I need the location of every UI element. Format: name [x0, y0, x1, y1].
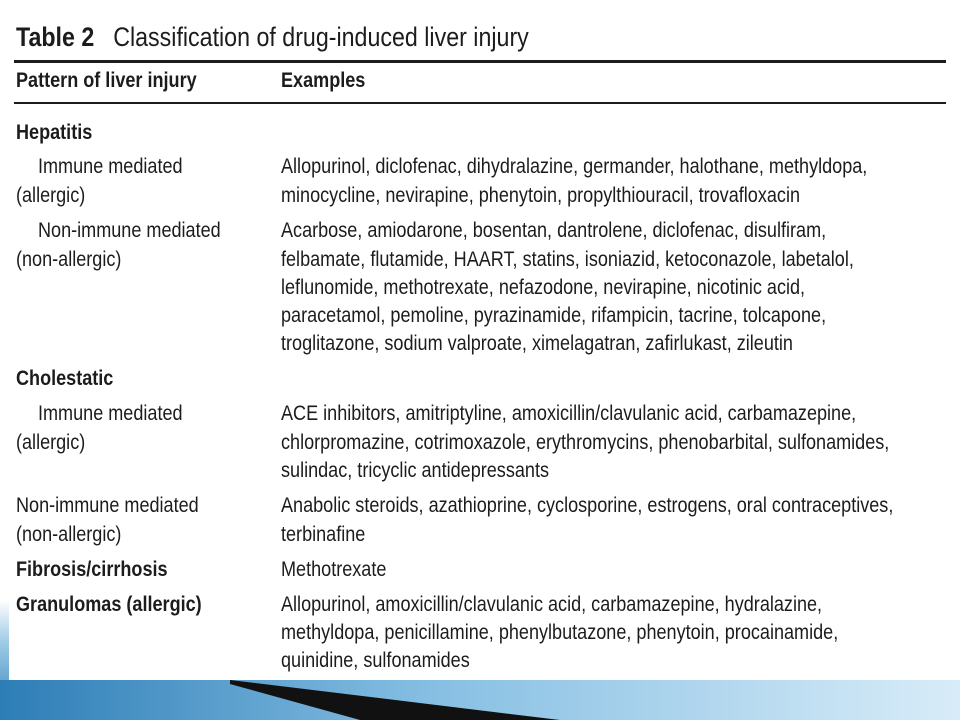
examples-cell: troglitazone, sodium valproate, ximelagatran, zafirlukast, zileutin [281, 332, 793, 355]
column-header-examples: Examples [281, 69, 366, 92]
table-top-rule [14, 60, 946, 63]
examples-cell: methyldopa, penicillamine, phenylbutazone, phenytoin, procainamide, [281, 621, 839, 644]
pattern-cell: Immune mediated [38, 402, 183, 425]
examples-cell: leflunomide, methotrexate, nefazodone, nevirapine, nicotinic acid, [281, 276, 806, 299]
examples-cell: Methotrexate [281, 558, 387, 581]
pattern-cell: Non-immune mediated [38, 219, 221, 242]
examples-cell: quinidine, sulfonamides [281, 649, 470, 672]
pattern-cell: Granulomas (allergic) [16, 593, 202, 616]
category-hepatitis: Hepatitis [16, 121, 93, 144]
pattern-cell: Immune mediated [38, 155, 183, 178]
table-header-rule [14, 102, 946, 104]
pattern-cell: Non-immune mediated [16, 494, 199, 517]
examples-cell: felbamate, flutamide, HAART, statins, isoniazid, ketoconazole, labetalol, [281, 248, 854, 271]
pattern-cell: (non-allergic) [16, 248, 122, 271]
column-header-pattern: Pattern of liver injury [16, 69, 197, 92]
pattern-cell: (allergic) [16, 184, 86, 207]
table-title: Classification of drug-induced liver injury [113, 22, 529, 52]
examples-cell: paracetamol, pemoline, pyrazinamide, rifampicin, tacrine, tolcapone, [281, 304, 827, 327]
table-caption [16, 20, 529, 54]
pattern-cell: (non-allergic) [16, 523, 122, 546]
examples-cell: ACE inhibitors, amitriptyline, amoxicillin/clavulanic acid, carbamazepine, [281, 402, 857, 425]
examples-cell: Anabolic steroids, azathioprine, cyclosporine, estrogens, oral contraceptives, [281, 494, 894, 517]
slide-accent-bottom [0, 680, 960, 720]
examples-cell: terbinafine [281, 523, 366, 546]
pattern-cell: Fibrosis/cirrhosis [16, 558, 168, 581]
pattern-cell: (allergic) [16, 431, 86, 454]
examples-cell: minocycline, nevirapine, phenytoin, propylthiouracil, trovafloxacin [281, 184, 800, 207]
category-cholestatic: Cholestatic [16, 367, 114, 390]
examples-cell: Allopurinol, amoxicillin/clavulanic acid, carbamazepine, hydralazine, [281, 593, 823, 616]
table-number: Table 2 [16, 22, 95, 52]
examples-cell: Acarbose, amiodarone, bosentan, dantrolene, diclofenac, disulfiram, [281, 219, 827, 242]
examples-cell: sulindac, tricyclic antidepressants [281, 459, 550, 482]
examples-cell: chlorpromazine, cotrimoxazole, erythromycins, phenobarbital, sulfonamides, [281, 431, 890, 454]
examples-cell: Allopurinol, diclofenac, dihydralazine, germander, halothane, methyldopa, [281, 155, 868, 178]
